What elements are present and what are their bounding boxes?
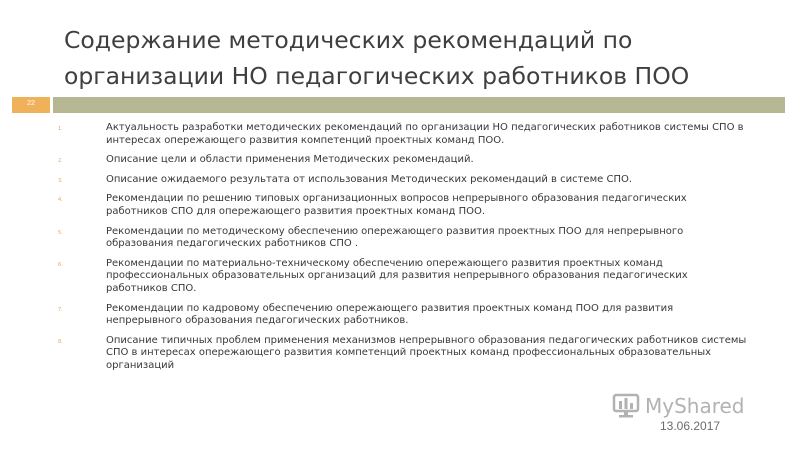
list-item-number: 8. <box>58 338 63 345</box>
list-item-text: Рекомендации по материально-техническому обеспечению опережающего развития проектных команд профессиональных образовательных организаций для развития непрерывного образования педагогических работников СПО. <box>106 257 688 294</box>
slide-number-bar <box>12 97 50 113</box>
list-item-number: 1. <box>58 126 63 132</box>
list-item-text: Описание ожидаемого результата от использования Методических рекомендаций в системе СПО. <box>106 173 633 185</box>
list-item-text: Рекомендации по решению типовых организационных вопросов непрерывного образования педагогических работников СПО для опережающего развития проектных команд ПОО. <box>106 193 687 217</box>
list-item <box>58 258 748 296</box>
list-item-text: Рекомендации по кадровому обеспечению опережающего развития проектных команд ПОО для развития непрерывного образования педагогических работников. <box>106 302 674 327</box>
list-item <box>58 335 748 373</box>
list-item <box>58 303 748 328</box>
slide-title-line-2: организации НО педагогических работников ПОО <box>64 62 690 90</box>
list-item-number: 7. <box>58 306 63 313</box>
list-item <box>58 193 748 218</box>
list-item-number: 4. <box>58 197 63 204</box>
list-item-text: Описание цели и области применения Методических рекомендаций. <box>106 154 474 166</box>
list-item <box>58 154 748 167</box>
accent-bar <box>53 97 785 113</box>
slide-title <box>64 22 784 94</box>
list-item-number: 5. <box>58 229 63 236</box>
list-item-text: Рекомендации по методическому обеспечению опережающего развития проектных ПОО для непрерывного образования педагогических работников СПО . <box>106 225 684 250</box>
myshared-watermark-text: MyShared <box>645 394 745 418</box>
list-item-text: Актуальность разработки методических рекомендаций по организации НО педагогических работников системы СПО в интересах опережающего развития компетенций проектных команд ПОО. <box>106 122 744 146</box>
list-item-text: Описание типичных проблем применения механизмов непрерывного образования педагогических работников системы СПО в интересах опережающего развития компетенций проектных команд профессиональных образовательных организаций <box>106 334 747 371</box>
list-item-number: 2. <box>58 158 63 165</box>
slide-title-line-1: Содержание методических рекомендаций по <box>64 26 633 54</box>
list-item-number: 6. <box>58 261 63 268</box>
contents-list <box>58 122 748 380</box>
list-item <box>58 174 748 187</box>
myshared-logo-icon <box>612 393 640 419</box>
slide-number: 22 <box>27 100 35 107</box>
list-item <box>58 122 748 147</box>
myshared-watermark[interactable] <box>612 393 762 419</box>
list-item <box>58 226 748 251</box>
slide-date: 13.06.2017 <box>660 419 721 433</box>
list-item-number: 3. <box>58 177 63 184</box>
